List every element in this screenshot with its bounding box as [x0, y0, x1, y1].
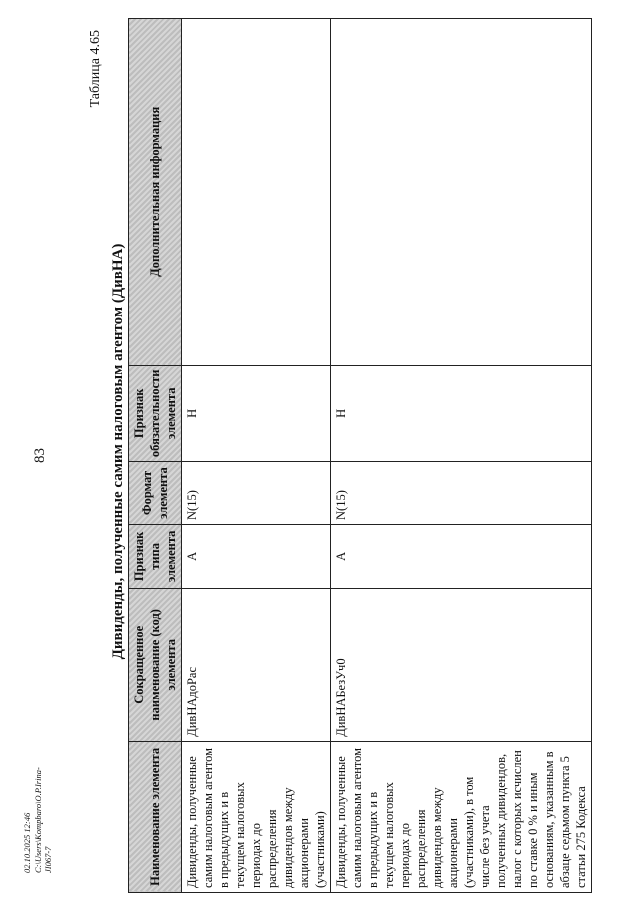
cell-element-required: Н [331, 365, 592, 462]
page-number: 83 [32, 448, 48, 463]
table-title: Дивиденды, полученные самим налоговым агентом (ДивНА) [110, 243, 126, 660]
header-element-type: Признак типа элемента [129, 524, 182, 588]
cell-element-required: Н [182, 365, 331, 462]
cell-element-format: N(15) [331, 462, 592, 525]
cell-element-code: ДивНАБезУч0 [331, 588, 592, 741]
table-header-row [129, 19, 182, 893]
footer-date: 02.10.2025 12:46 [22, 812, 32, 873]
table-label: Таблица 4.65 [88, 30, 103, 108]
table-row [182, 19, 331, 893]
cell-element-code: ДивНАдоРас [182, 588, 331, 741]
cell-element-name: Дивиденды, полученные самим налоговым агентом в предыдущих и в текущем налоговых периодах до распределения дивидендов между акционерами (участниками) [182, 741, 331, 892]
cell-additional-info [331, 19, 592, 366]
table-row [331, 19, 592, 893]
element-table [128, 18, 592, 893]
cell-additional-info [182, 19, 331, 366]
header-element-code: Сокращенное наименование (код) элемента [129, 588, 182, 741]
header-additional-info: Дополнительная информация [129, 19, 182, 366]
header-element-required: Признак обязательности элемента [129, 365, 182, 462]
cell-element-name: Дивиденды, полученные самим налоговым агентом в предыдущих и в текущем налоговых периодах до распределения дивидендов между акционерами (участниками), в том числе без учета полученных дивидендов, налог с которых исчислен по ставке 0 % и иным основаниям, указанным в абзаце седьмом пункта 5 статьи 275 Кодекса [331, 741, 592, 892]
footer-file-path: C:\Users\Kompbaro\O.P.Irina-JI067-7 [32, 767, 54, 873]
footer-stamp [22, 753, 54, 873]
cell-element-type: А [331, 524, 592, 588]
cell-element-format: N(15) [182, 462, 331, 525]
header-element-format: Формат элемента [129, 462, 182, 525]
cell-element-type: А [182, 524, 331, 588]
header-element-name: Наименование элемента [129, 741, 182, 892]
